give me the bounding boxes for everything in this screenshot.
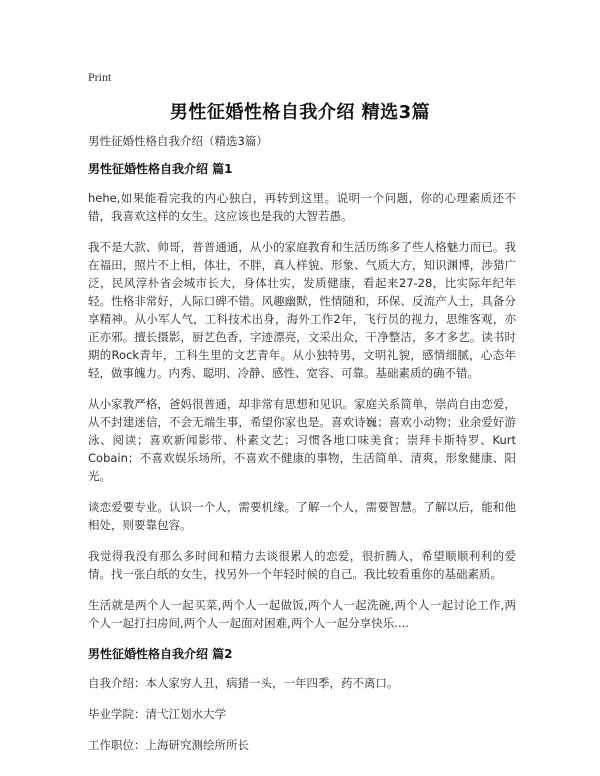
section-2-paragraph-3: 工作职位：上海研究测绘所所长 (88, 738, 249, 752)
section-1-paragraph-1: hehe,如果能看完我的内心独白，再转到这里。说明一个问题，你的心理素质还不错，我喜欢这样的女生。这应该也是我的大智若愚。 (88, 191, 516, 223)
section-2-paragraph-2: 毕业学院：清弋江划水大学 (88, 707, 226, 721)
page-title: 男性征婚性格自我介绍 精选3篇 (169, 102, 431, 123)
section-1-paragraph-3: 从小家教严格，爸妈很普通，却非常有思想和见识。家庭关系简单，崇尚自由恋爱，从不封建迷信，不会无端生事，希望你家也是。喜欢诗巍；喜欢小动物；业余爱好游泳、阅读；喜欢新闻影带、朴素文艺；习惯各地口味美食；崇拜卡斯特罗、Kurt Cobain；不喜欢娱乐场所，不喜欢不健康的事物，生活简单、清爽，形象健康、阳光。 (88, 397, 516, 483)
section-1-paragraph-5: 我觉得我没有那么多时间和精力去谈很累人的恋爱，很折腾人，希望顺顺利利的爱情。找一张白纸的女生，找另外一个年轻时候的自己。我比较看重你的基础素质。 (88, 549, 516, 581)
section-1-paragraph-2: 我不是大款、帅哥，普普通通，从小的家庭教育和生活历练多了些人格魅力而已。我在福田，照片不上相，体壮，不胖，真人样貌、形象、气质大方，知识渊博，涉猎广泛，民风淳朴省会城市长大，身体壮实，发质健康，看起来27-28，比实际年纪年轻。性格非常好，人际口碑不错。风趣幽默，性情随和，环保、反流产人士，具备分享精神。从小军人气，工科技术出身，海外工作2年，飞行员的视力，思维客观，亦正亦邪。擅长摄影，厨艺色香，字迹漂亮，文采出众，干净整洁，多才多艺。读书时期的Rock青年，工科生里的文艺青年。从小独特男，文明礼貌，感情细腻，心态年轻，做事魄力。内秀、聪明、冷静、感性、宽容、可靠。基础素质的确不错。 (88, 240, 516, 380)
section-2-paragraph-1: 自我介绍：本人家穷人丑，病猪一头，一年四季，药不离口。 (88, 676, 399, 690)
section-1-paragraph-6: 生活就是两个人一起买菜,两个人一起做饭,两个人一起洗碗,两个人一起讨论工作,两个人一起打扫房间,两个人一起面对困难,两个人一起分享快乐.... (88, 598, 516, 630)
section-heading-2: 男性征婚性格自我介绍 篇2 (88, 647, 233, 661)
section-heading-1: 男性征婚性格自我介绍 篇1 (88, 162, 233, 176)
print-link[interactable]: Print (88, 70, 112, 84)
article-subtitle: 男性征婚性格自我介绍（精选3篇） (88, 134, 268, 148)
article-body (88, 132, 516, 767)
section-1-paragraph-4: 谈恋爱要专业。认识一个人，需要机缘。了解一个人，需要智慧。了解以后，能和他相处，则要靠包容。 (88, 500, 516, 532)
